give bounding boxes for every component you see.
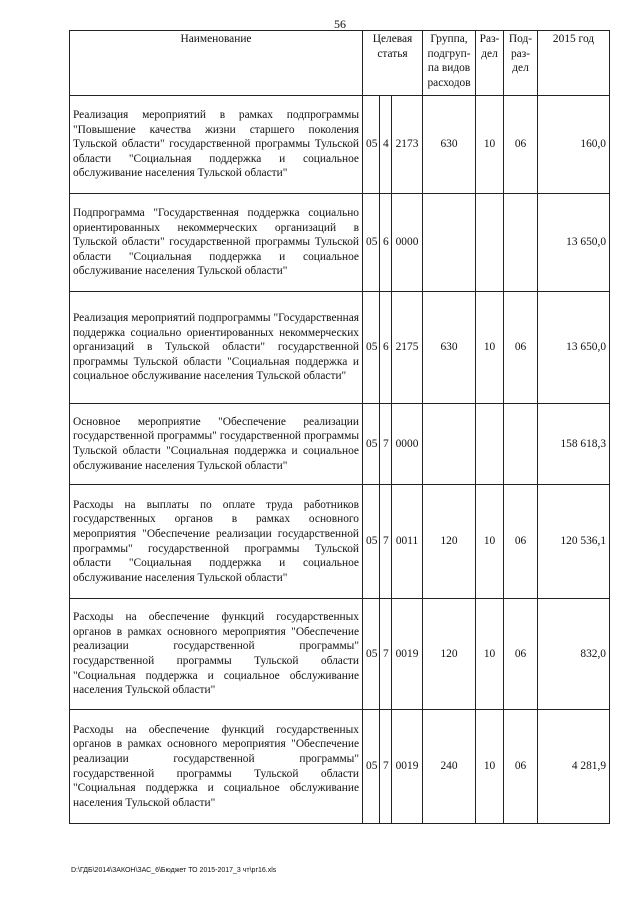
subsection: 06 — [504, 710, 538, 824]
row-name: Расходы на выплаты по оплате труда работников государственных органов в рамках основного мероприятия "Обеспечение реализации государственной программы" государственной программы Тульской области "Социальная поддержка и социальное обслуживание населения Тульской области" — [70, 485, 363, 599]
target-article-part1: 05 — [363, 599, 380, 710]
table-row — [70, 292, 610, 404]
header-target-article: Целевая статья — [363, 31, 423, 96]
amount-2015: 832,0 — [538, 599, 610, 710]
amount-2015: 13 650,0 — [538, 194, 610, 292]
row-name: Реализация мероприятий подпрограммы "Государственная поддержка социально ориентированных некоммерческих организаций в Тульской области" государственной программы Тульской области "Социальная поддержка и социальное обслуживание населения Тульской области" — [70, 292, 363, 404]
expense-group: 240 — [423, 710, 476, 824]
subsection: 06 — [504, 292, 538, 404]
target-article-part1: 05 — [363, 404, 380, 485]
file-path-footer: D:\ГДБ\2014\ЗАКОН\ЗАС_6\Бюджет ТО 2015-2017_3 чт\рг16.xls — [71, 867, 277, 874]
target-article-part3: 0011 — [392, 485, 423, 599]
amount-2015: 13 650,0 — [538, 292, 610, 404]
page-number: 56 — [334, 17, 346, 31]
section: 10 — [476, 599, 504, 710]
target-article-part1: 05 — [363, 96, 380, 194]
section — [476, 404, 504, 485]
amount-2015: 160,0 — [538, 96, 610, 194]
row-name: Подпрограмма "Государственная поддержка социально ориентированных некоммерческих организаций в Тульской области" государственной программы Тульской области "Социальная поддержка и социальное обслуживание населения Тульской области" — [70, 194, 363, 292]
amount-2015: 158 618,3 — [538, 404, 610, 485]
subsection: 06 — [504, 96, 538, 194]
budget-table — [69, 30, 610, 824]
table-row — [70, 194, 610, 292]
row-name: Расходы на обеспечение функций государственных органов в рамках основного мероприятия "Обеспечение реализации государственной программы" государственной программы Тульской области "Социальная поддержка и социальное обслуживание населения Тульской области" — [70, 710, 363, 824]
header-year-2015: 2015 год — [538, 31, 610, 96]
section: 10 — [476, 292, 504, 404]
header-name: Наименование — [70, 31, 363, 96]
target-article-part2: 7 — [380, 485, 392, 599]
target-article-part3: 2173 — [392, 96, 423, 194]
table-row — [70, 485, 610, 599]
target-article-part1: 05 — [363, 485, 380, 599]
expense-group — [423, 404, 476, 485]
target-article-part3: 0000 — [392, 194, 423, 292]
table-header-row — [70, 31, 610, 96]
table-row — [70, 96, 610, 194]
target-article-part3: 2175 — [392, 292, 423, 404]
section: 10 — [476, 485, 504, 599]
section — [476, 194, 504, 292]
target-article-part2: 6 — [380, 292, 392, 404]
header-expense-group: Группа, подгруп-па видов расходов — [423, 31, 476, 96]
target-article-part2: 6 — [380, 194, 392, 292]
header-subsection: Под-раз-дел — [504, 31, 538, 96]
target-article-part2: 4 — [380, 96, 392, 194]
table-row — [70, 404, 610, 485]
expense-group — [423, 194, 476, 292]
expense-group: 630 — [423, 292, 476, 404]
target-article-part1: 05 — [363, 710, 380, 824]
target-article-part3: 0000 — [392, 404, 423, 485]
row-name: Основное мероприятие "Обеспечение реализации государственной программы" государственной программы Тульской области "Социальная поддержка и социальное обслуживание населения Тульской области" — [70, 404, 363, 485]
row-name: Реализация мероприятий в рамках подпрограммы "Повышение качества жизни старшего поколения Тульской области" государственной программы Тульской области "Социальная поддержка и социальное обслуживание населения Тульской области" — [70, 96, 363, 194]
subsection: 06 — [504, 485, 538, 599]
amount-2015: 120 536,1 — [538, 485, 610, 599]
amount-2015: 4 281,9 — [538, 710, 610, 824]
subsection: 06 — [504, 599, 538, 710]
expense-group: 120 — [423, 599, 476, 710]
subsection — [504, 404, 538, 485]
table-row — [70, 710, 610, 824]
row-name: Расходы на обеспечение функций государственных органов в рамках основного мероприятия "Обеспечение реализации государственной программы" государственной программы Тульской области "Социальная поддержка и социальное обслуживание населения Тульской области" — [70, 599, 363, 710]
target-article-part2: 7 — [380, 404, 392, 485]
target-article-part2: 7 — [380, 599, 392, 710]
target-article-part3: 0019 — [392, 599, 423, 710]
target-article-part2: 7 — [380, 710, 392, 824]
header-section: Раз-дел — [476, 31, 504, 96]
expense-group: 630 — [423, 96, 476, 194]
expense-group: 120 — [423, 485, 476, 599]
section: 10 — [476, 710, 504, 824]
section: 10 — [476, 96, 504, 194]
subsection — [504, 194, 538, 292]
target-article-part1: 05 — [363, 194, 380, 292]
target-article-part3: 0019 — [392, 710, 423, 824]
target-article-part1: 05 — [363, 292, 380, 404]
table-row — [70, 599, 610, 710]
